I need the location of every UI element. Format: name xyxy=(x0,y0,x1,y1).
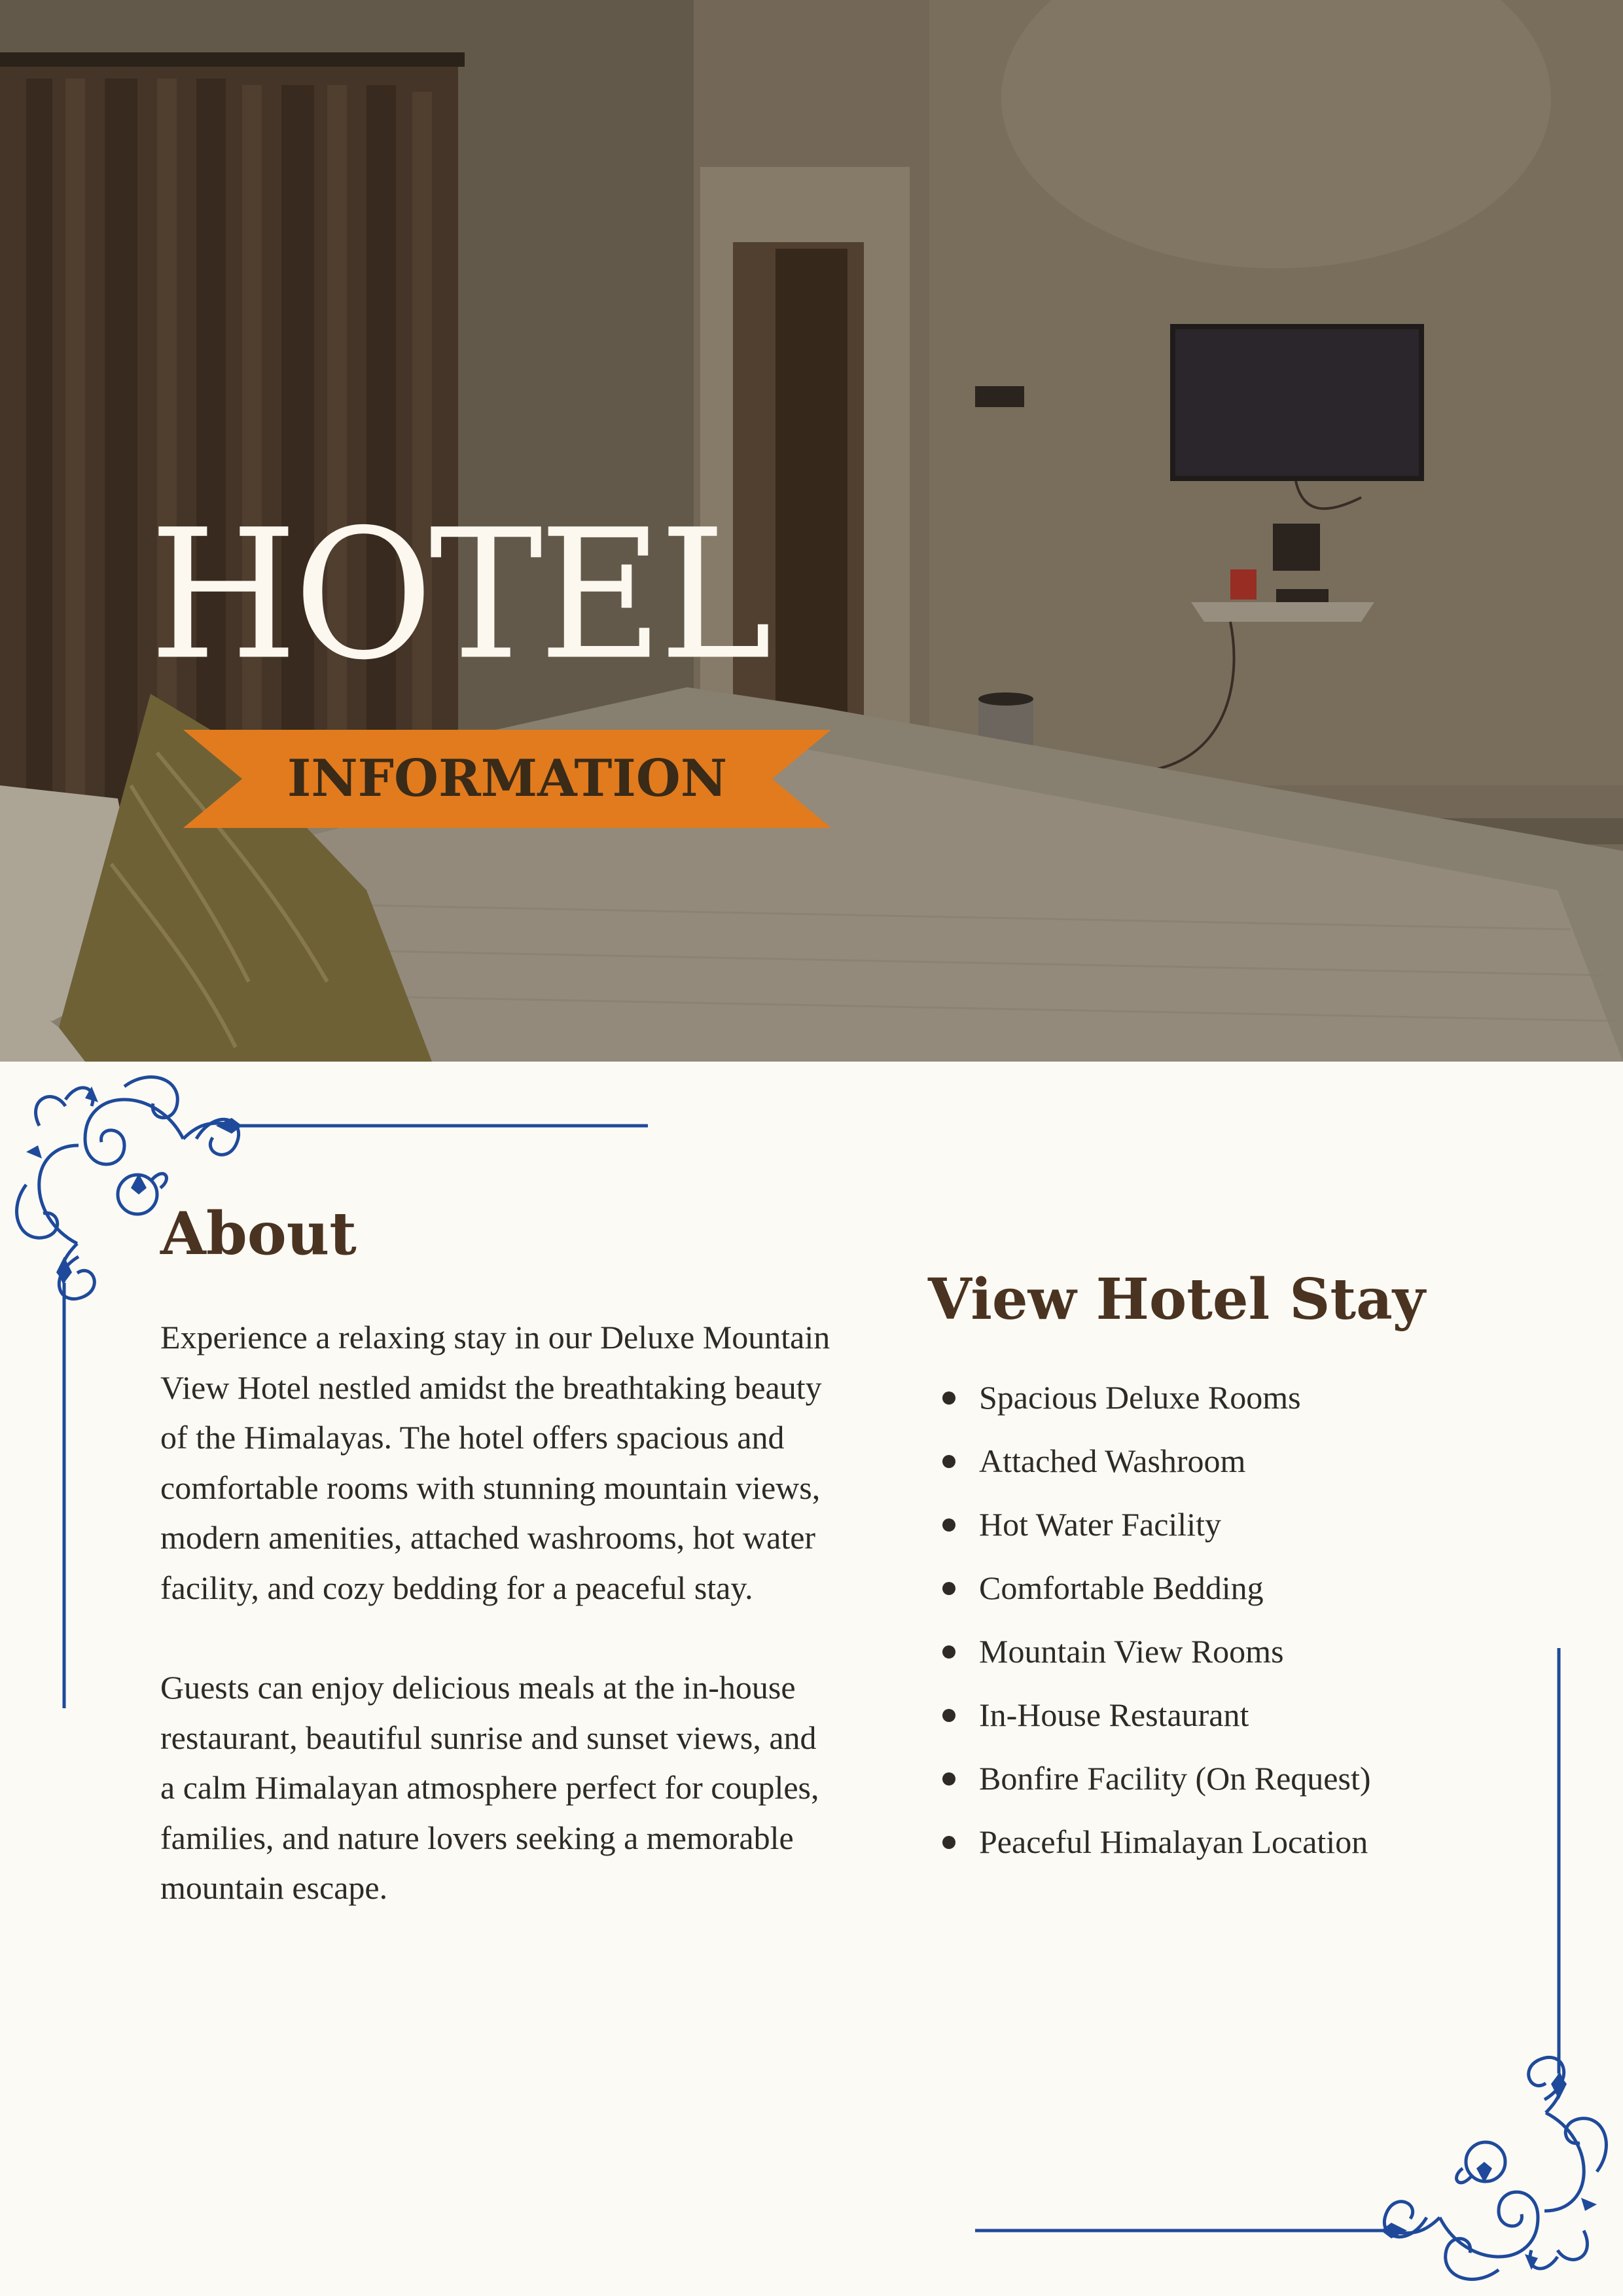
about-heading: About xyxy=(160,1199,357,1268)
list-item-label: In-House Restaurant xyxy=(979,1696,1249,1733)
bullet-icon xyxy=(942,1645,955,1659)
list-item-label: Hot Water Facility xyxy=(979,1506,1221,1543)
list-item xyxy=(942,1435,1531,1498)
hero-photo xyxy=(0,0,1623,1062)
list-item-label: Mountain View Rooms xyxy=(979,1633,1284,1670)
about-paragraph: Experience a relaxing stay in our Deluxe Mountain View Hotel nestled amidst the breathtaking beauty of the Himalayas. The hotel offers spacious and comfortable rooms with stunning mountain views, modern amenities, attached washrooms, hot water facility, and cozy bedding for a peaceful stay. xyxy=(160,1319,830,1606)
list-item-label: Bonfire Facility (On Request) xyxy=(979,1760,1371,1797)
list-item-label: Attached Washroom xyxy=(979,1443,1246,1479)
list-item xyxy=(942,1752,1531,1816)
bullet-icon xyxy=(942,1518,955,1532)
list-item-label: Peaceful Himalayan Location xyxy=(979,1823,1368,1860)
stay-heading: View Hotel Stay xyxy=(928,1266,1425,1333)
list-item xyxy=(942,1625,1531,1689)
list-item-label: Comfortable Bedding xyxy=(979,1570,1264,1606)
bullet-icon xyxy=(942,1582,955,1595)
bullet-icon xyxy=(942,1836,955,1849)
hero-title: HOTEL xyxy=(149,492,768,700)
list-item-label: Spacious Deluxe Rooms xyxy=(979,1379,1301,1416)
bullet-icon xyxy=(942,1391,955,1405)
list-item xyxy=(942,1689,1531,1752)
bullet-icon xyxy=(942,1455,955,1468)
list-item xyxy=(942,1816,1531,1879)
list-item xyxy=(942,1371,1531,1435)
information-ribbon xyxy=(183,730,831,828)
bullet-icon xyxy=(942,1772,955,1785)
list-item xyxy=(942,1562,1531,1625)
about-text xyxy=(160,1312,838,1963)
ribbon-label: INFORMATION xyxy=(287,749,728,808)
list-item xyxy=(942,1498,1531,1562)
amenities-list xyxy=(942,1371,1531,1879)
bullet-icon xyxy=(942,1709,955,1722)
about-paragraph: Guests can enjoy delicious meals at the in-house restaurant, beautiful sunrise and sunset views, and a calm Himalayan atmosphere perfect for couples, families, and nature lovers seeking a memorable mountain escape. xyxy=(160,1669,819,1906)
